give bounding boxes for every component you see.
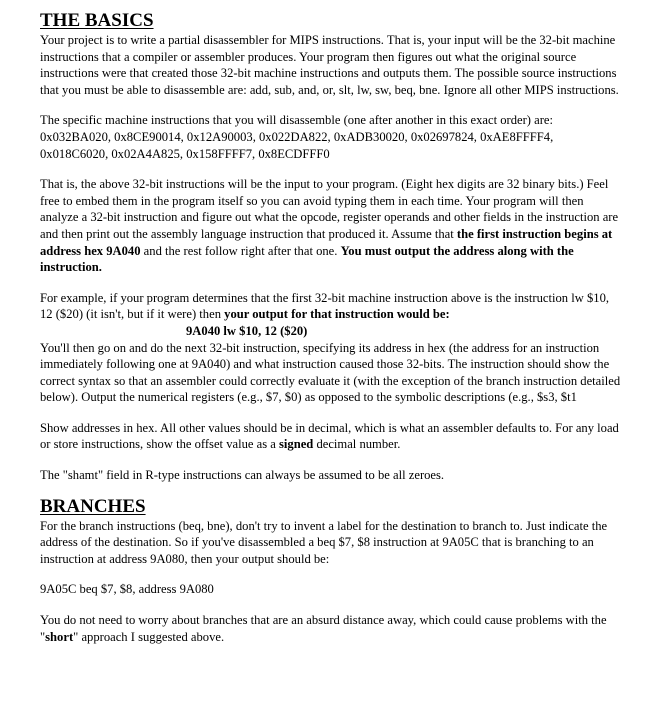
shamt-paragraph: The "shamt" field in R-type instructions can always be assumed to be all zeroes.: [40, 468, 445, 483]
branches-heading: BRANCHES: [40, 495, 146, 517]
example-output-emphasis: your output for that instruction would be:: [224, 307, 450, 322]
branches-intro-paragraph: For the branch instructions (beq, bne), don't try to invent a label for the destination to branch to. Just indicate the address of the destination. So if you've disassembled a beq $7, $8 instruction at 9A05C that is branching to an instruction at address 9A080, then your output should be:: [40, 518, 608, 566]
start-address-emphasis: the first instruction begins at address hex 9A040: [40, 226, 613, 258]
branch-distance-paragraph: [40, 612, 622, 645]
branch-distance-text-2: " approach I suggested above.: [73, 629, 225, 644]
output-address-emphasis: You must output the address along with the instruction.: [40, 243, 574, 275]
branch-distance-text: You do not need to worry about branches that are an absurd distance away, which could cause problems with the ": [40, 613, 607, 644]
basics-heading: THE BASICS: [40, 10, 154, 31]
input-description-text-2: and the rest follow right after that one.: [140, 243, 341, 258]
branch-example-line: 9A05C beq $7, $8, address 9A080: [40, 582, 214, 597]
signed-emphasis: signed: [279, 437, 314, 452]
addresses-text: Show addresses in hex. All other values should be in decimal, which is what an assembler defaults to. For any load or store instructions, show the offset value as a: [40, 420, 619, 452]
addresses-paragraph: [40, 420, 622, 453]
example-output-line: 9A040 lw $10, 12 ($20): [186, 323, 308, 338]
machine-instructions-paragraph: The specific machine instructions that you will disassemble (one after another in this exact order) are: 0x032BA020, 0x8CE90014, 0x12A90003, 0x022DA822, 0xADB30020, 0x02697824, 0xAE8FFFF4, 0x018C6020, 0x02A4A825, 0x158FFFF7, 0x8ECDFFF0: [40, 113, 554, 161]
basics-intro-paragraph: Your project is to write a partial disassembler for MIPS instructions. That is, your input will be the 32-bit machine instructions that a compiler or assembler produces. Your program then figures out what the original source instructions were that created those 32-bit machine instructions and outputs them. The possible source instructions that you must be able to disassemble are: add, sub, and, or, slt, lw, sw, beq, bne. Ignore all other MIPS instructions.: [40, 33, 619, 97]
addresses-text-2: decimal number.: [313, 437, 401, 452]
short-emphasis: short: [45, 629, 74, 644]
input-description-text: That is, the above 32-bit instructions will be the input to your program. (Eight hex digits are 32 binary bits.) Feel free to embed them in the program itself so you can avoid typing them in each time. Your program will then analyze a 32-bit instruction and figure out what the opcode, register operands and other fields in the instruction are and then print out the assembly language instruction that produced it. Assume that: [40, 177, 619, 241]
example-paragraph: [40, 290, 622, 323]
example-text: For example, if your program determines that the first 32-bit machine instruction above is the instruction lw $10, 12 ($20) (it isn't, but if it were) then: [40, 290, 610, 322]
input-description-paragraph: [40, 176, 622, 276]
next-instruction-paragraph: You'll then go on and do the next 32-bit instruction, specifying its address in hex (the address for an instruction immediately following one at 9A040) and what instruction caused those 32-bits. The instruction should show the correct syntax so that an assembler could correctly evaluate it (with the exception of the branch instruction detailed below). Output the numerical registers (e.g., $7, $0) as opposed to the symbolic descriptions (e.g., $s3, $t1: [40, 340, 621, 405]
